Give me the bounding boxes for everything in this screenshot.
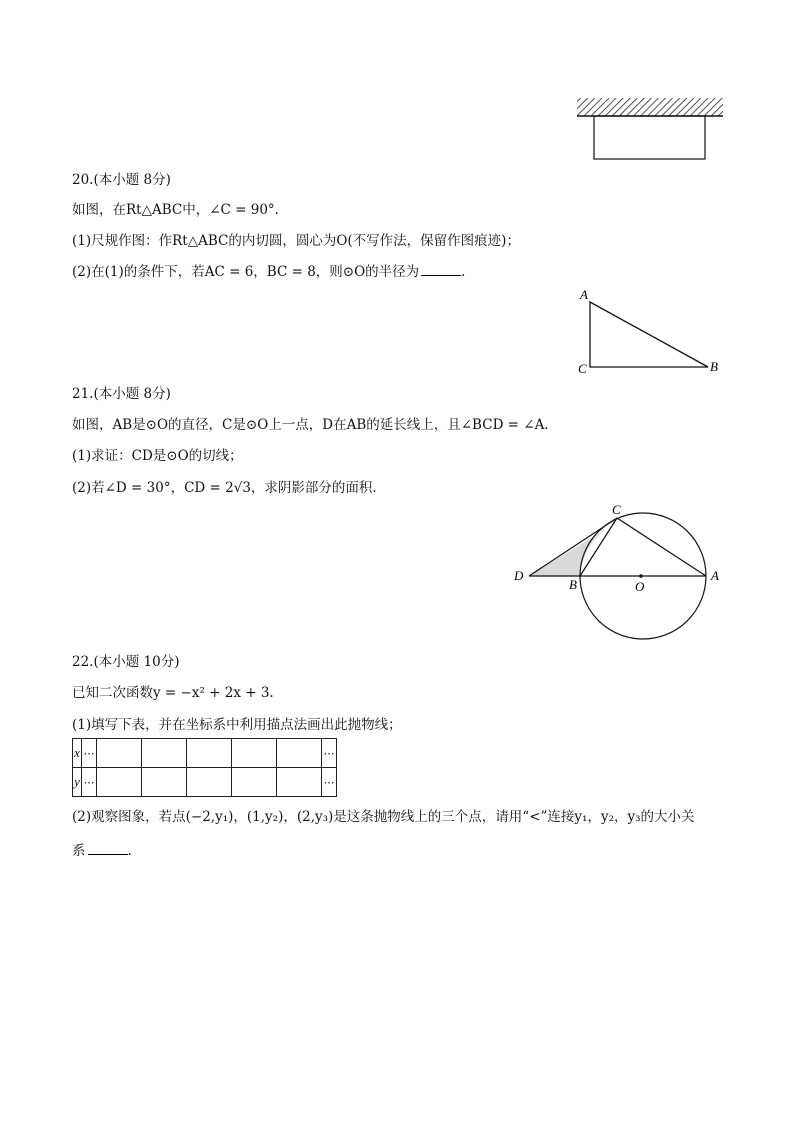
q20-part2: [72, 263, 465, 281]
table-cell[interactable]: [142, 768, 187, 797]
q22-intro: 已知二次函数y = −x² + 2x + 3.: [72, 685, 274, 701]
label-b: B: [569, 577, 577, 592]
table-cell[interactable]: [97, 739, 142, 768]
label-a: A: [580, 287, 588, 302]
row-label-x: x: [73, 739, 82, 768]
q22-header: 22.(本小题 10分): [72, 654, 180, 670]
table-row-y: [73, 768, 337, 797]
q22-part2-line2-text: 系: [72, 843, 86, 859]
q20-answer-blank[interactable]: [421, 263, 461, 276]
q21-intro: 如图，AB是⊙O的直径，C是⊙O上一点，D在AB的延长线上，且∠BCD = ∠A.: [72, 417, 549, 433]
q20-intro: 如图，在Rt△ABC中，∠C = 90°.: [72, 202, 279, 218]
line-ca: [617, 518, 706, 576]
q20-part2-end: .: [461, 264, 466, 280]
table-cell[interactable]: [232, 768, 277, 797]
q21-part2: (2)若∠D = 30°，CD = 2√3，求阴影部分的面积.: [72, 480, 377, 496]
table-cell[interactable]: [277, 739, 322, 768]
center-point: [639, 574, 643, 578]
q22-part2-end: .: [127, 843, 132, 859]
label-d: D: [514, 568, 524, 583]
table-cell[interactable]: [232, 739, 277, 768]
q22-part2-line2: [72, 842, 132, 860]
q20-part1: (1)尺规作图：作Rt△ABC的内切圆，圆心为O(不写作法，保留作图痕迹)；: [72, 233, 520, 249]
label-b: B: [710, 359, 718, 374]
table-row-x: [73, 739, 337, 768]
q20-part2-text: (2)在(1)的条件下，若AC = 6，BC = 8，则⊙O的半径为: [72, 264, 420, 280]
table-cell[interactable]: [142, 739, 187, 768]
table-cell[interactable]: [277, 768, 322, 797]
label-a: A: [711, 568, 719, 583]
q22-part2-line1: (2)观察图象，若点(−2,y₁)，(1,y₂)，(2,y₃)是这条抛物线上的三个点，请用“<”连接y₁，y₂，y₃的大小关: [72, 809, 695, 825]
ellipsis-cell: ⋯: [322, 739, 337, 768]
ellipsis-cell: ⋯: [82, 739, 97, 768]
ceiling-hatch: [577, 98, 723, 116]
q21-header: 21.(本小题 8分): [72, 386, 171, 402]
ceiling-block-figure: [575, 96, 725, 164]
ellipsis-cell: ⋯: [82, 768, 97, 797]
table-cell[interactable]: [97, 768, 142, 797]
table-cell[interactable]: [187, 768, 232, 797]
label-c: C: [578, 361, 587, 376]
q21-part1: (1)求证：CD是⊙O的切线；: [72, 448, 243, 464]
row-label-y: y: [73, 768, 82, 797]
label-c: C: [612, 502, 621, 517]
q22-answer-blank[interactable]: [88, 842, 128, 855]
q20-triangle-figure: [570, 284, 730, 380]
q22-part1: (1)填写下表，并在坐标系中利用描点法画出此抛物线；: [72, 717, 402, 733]
triangle-abc: [590, 302, 708, 367]
q20-header: 20.(本小题 8分): [72, 172, 171, 188]
value-table: [72, 738, 337, 797]
hanging-block: [594, 116, 705, 159]
ellipsis-cell: ⋯: [322, 768, 337, 797]
q21-circle-figure: [508, 500, 738, 645]
table-cell[interactable]: [187, 739, 232, 768]
label-o: O: [635, 579, 645, 594]
